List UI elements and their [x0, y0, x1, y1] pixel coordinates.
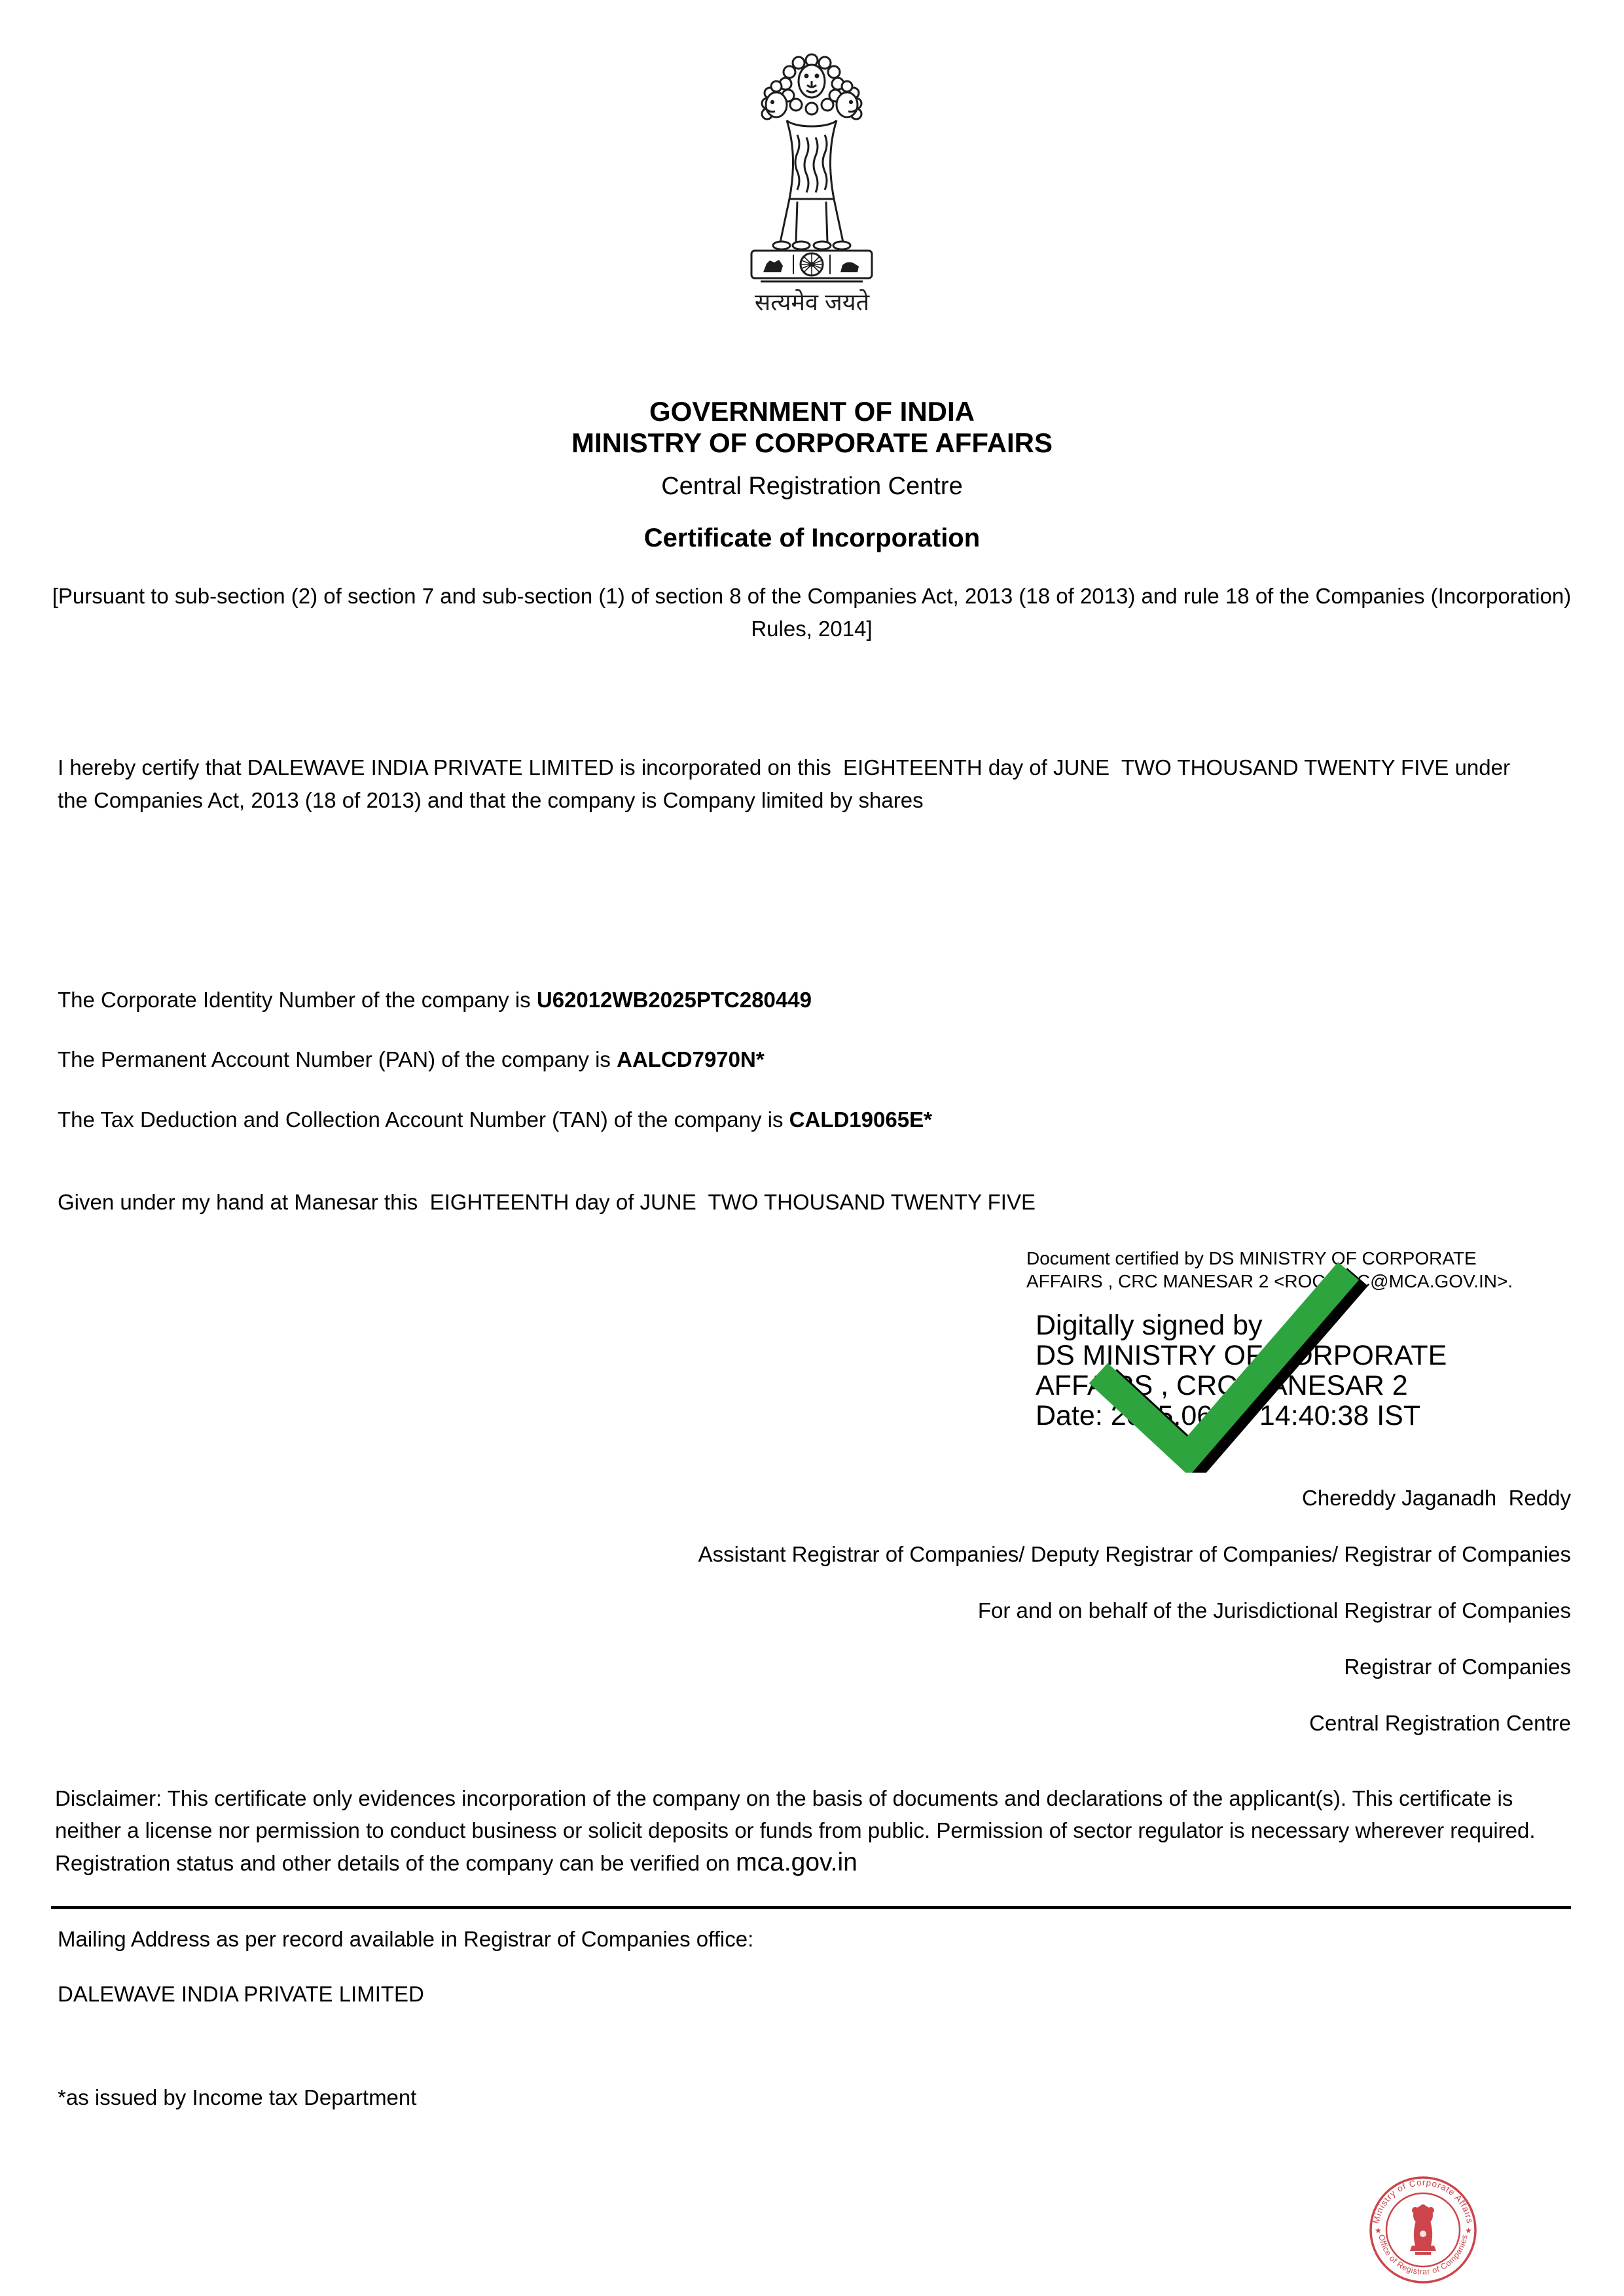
pan-value: AALCD7970N*: [617, 1047, 765, 1071]
pan-line: [58, 1043, 1517, 1076]
pursuant-clause: [Pursuant to sub-section (2) of section 7 and sub-section (1) of section 8 of the Companies Act, 2013 (18 of 2013) and rule 18 of the Companies (Incorporation) Rules, 2014]: [52, 584, 1572, 641]
officer-designation: Assistant Registrar of Companies/ Deputy Registrar of Companies/ Registrar of Companies: [698, 1542, 1571, 1566]
ds-line3: AFFAIRS , CRC MANESAR 2: [1036, 1370, 1408, 1401]
header-centre: Central Registration Centre: [661, 473, 963, 500]
signature-valid-check-icon: [1074, 1250, 1375, 1476]
seal-center-emblem: [1410, 2204, 1436, 2255]
seal-ring-bottom-text: Office of Registrar of Companies: [1377, 2233, 1470, 2277]
officer-on-behalf: For and on behalf of the Jurisdictional Registrar of Companies: [977, 1598, 1571, 1623]
tan-line: [58, 1103, 1517, 1136]
lion-body: [787, 120, 837, 199]
header-government: GOVERNMENT OF INDIA: [649, 396, 975, 427]
tan-value: CALD19065E*: [789, 1107, 932, 1132]
divider-rule: [51, 1906, 1571, 1909]
cin-line: [58, 984, 1517, 1016]
registrar-office-seal: [1364, 2171, 1482, 2292]
ds-line2: DS MINISTRY OF CORPORATE: [1036, 1340, 1447, 1371]
certified-by-line1: Document certified by DS MINISTRY OF CORPORATE: [1026, 1248, 1477, 1268]
pan-tan-footnote: *as issued by Income tax Department: [58, 2085, 417, 2109]
cin-label: The Corporate Identity Number of the company is: [58, 988, 537, 1012]
disclaimer-paragraph: [55, 1782, 1571, 1879]
officer-crc: Central Registration Centre: [1309, 1711, 1571, 1735]
lion-capital-graphic: [733, 47, 890, 283]
officer-block: [58, 1470, 1571, 1751]
emblem-motto: सत्यमेव जयते: [754, 289, 870, 315]
mailing-company-name: DALEWAVE INDIA PRIVATE LIMITED: [58, 1982, 424, 2006]
officer-name: Chereddy Jaganadh Reddy: [1302, 1486, 1571, 1510]
central-lion-face: [799, 65, 825, 98]
cin-value: U62012WB2025PTC280449: [536, 988, 812, 1012]
ds-line4: Date: 2025.06.18 14:40:38 IST: [1036, 1400, 1421, 1431]
ds-line1: Digitally signed by: [1036, 1310, 1263, 1341]
seal-star-left: ★: [1375, 2226, 1382, 2235]
mailing-address-label: Mailing Address as per record available in Registrar of Companies office:: [58, 1927, 754, 1951]
mca-gov-in-link: mca.gov.in: [736, 1848, 857, 1876]
document-title: Certificate of Incorporation: [643, 524, 981, 552]
pan-label: The Permanent Account Number (PAN) of the company is: [58, 1047, 617, 1071]
given-under-line: Given under my hand at Manesar this EIGHTEENTH day of JUNE TWO THOUSAND TWENTY FIVE: [58, 1190, 1036, 1214]
seal-ring-top-text: Ministry of Corporate Affairs: [1371, 2177, 1475, 2225]
officer-registrar: Registrar of Companies: [1344, 1655, 1571, 1679]
tan-label: The Tax Deduction and Collection Account Number (TAN) of the company is: [58, 1107, 789, 1132]
check-stroke: [1098, 1271, 1348, 1456]
abacus-band: [751, 251, 872, 278]
base-mouldings: [761, 281, 863, 283]
seal-star-right: ★: [1465, 2226, 1472, 2235]
certify-paragraph: I hereby certify that DALEWAVE INDIA PRIVATE LIMITED is incorporated on this EIGHTEENTH day of JUNE TWO THOUSAND TWENTY FIVE under the Companies Act, 2013 (18 of 2013) and that the company is Company limited by shares: [58, 755, 1517, 812]
certified-by-line2: AFFAIRS , CRC MANESAR 2 <ROC.CRC@MCA.GOV.IN>.: [1026, 1271, 1513, 1291]
emblem-of-india: [733, 47, 890, 283]
header-ministry: MINISTRY OF CORPORATE AFFAIRS: [571, 427, 1053, 458]
lion-legs: [773, 199, 850, 249]
disclaimer-text: Disclaimer: This certificate only evidences incorporation of the company on the basis of documents and declarations of the applicant(s). This certificate is neither a license nor permission to conduct business or solicit deposits or funds from public. Permission of sector regulator is necessary wherever required. Registration status and other details of the company can be verified on: [55, 1786, 1536, 1875]
